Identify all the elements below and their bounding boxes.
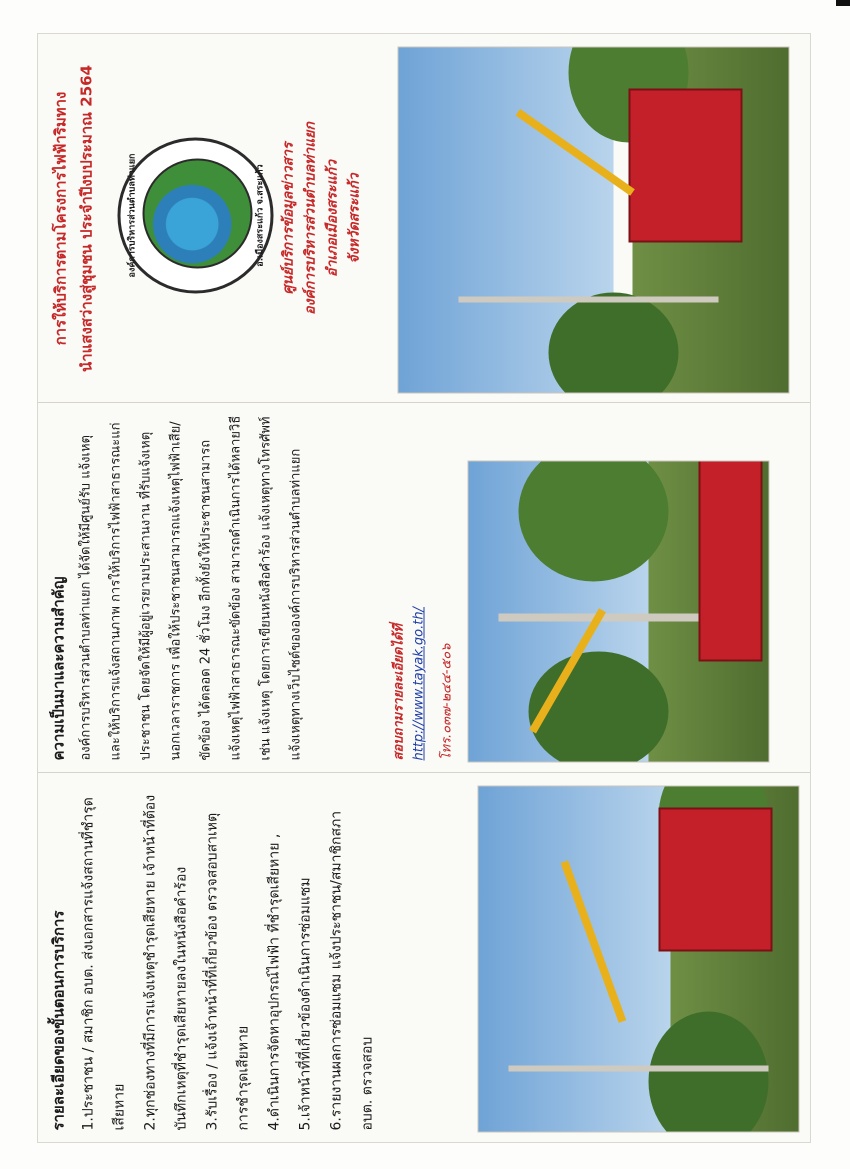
procedure-heading: รายละเอียดของขั้นตอนการบริการ	[49, 910, 68, 1131]
background-body: องค์การบริหารส่วนตำบลท่าแยก ได้จัดให้มีศูนย์รับ แจ้งเหตุและให้บริการแจ้งสถานภาพ การให้บริการไฟฟ้าสาธารณะแก่ประชาชน โดยจัดให้มีผู้อยู่เวรยามประสานงาน ที่รับแจ้งเหตุ นอกเวลาราชการ เพื่อให้ประชาชนสามารถแจ้งเหตุไฟฟ้าเสีย/ขัดข้อง ได้ตลอด 24 ชั่วโมง อีกทั้งยังให้ประชาชนสามารถ แจ้งเหตุไฟฟ้าสาธารณะขัดข้อง สามารถดำเนินการได้หลายวิธี เช่น แจ้งเหตุ โดยการเขียนหนังสือคำร้อง แจ้งเหตุทางโทรศัพท์ แจ้งเหตุทางเว็บไซต์ขององค์การบริหารส่วนตำบลท่าแยก	[78, 415, 304, 761]
brochure-sheet	[38, 34, 810, 1142]
website-link[interactable]: http://www.tayak.go.th/	[411, 607, 427, 761]
procedure-step-3: 3.รับเรื่อง / แจ้งเจ้าหน้าที่ที่เกี่ยวข้อง ตรวจสอบสาเหตุ การชำรุดเสียหาย	[204, 812, 252, 1131]
procedure-step-6: 6.รายงานผลการซ่อมแซม แจ้งประชาชน/สมาชิกสภา อบต. ตรวจสอบ	[328, 810, 376, 1131]
photo-crane-truck-1	[398, 47, 790, 394]
inquiry-label: สอบถามรายละเอียดได้ที่	[391, 624, 407, 761]
info-center-line4: จังหวัดสระแก้ว	[346, 173, 363, 264]
cover-title	[48, 44, 100, 394]
procedure-step-1: 1.ประชาชน / สมาชิก อบต. ส่งเอกสารแจ้งสถานที่ชำรุดเสียหาย	[80, 797, 128, 1131]
photo-pole-repair	[468, 461, 770, 763]
panel-background	[38, 403, 810, 772]
procedure-list	[74, 786, 384, 1131]
procedure-step-5: 5.เจ้าหน้าที่ที่เกี่ยวข้องดำเนินการซ่อมแซม	[297, 877, 314, 1131]
panel-cover	[38, 34, 810, 403]
phone-number: โทร.๐๓๗-๒๔๔-๕๐๖	[439, 643, 455, 761]
seal-text-bottom: อ.เมืองสระแก้ว จ.สระแก้ว	[255, 164, 266, 267]
corner-mark	[836, 0, 850, 6]
photo-crane-truck-2	[478, 786, 800, 1133]
info-center-line1: ศูนย์บริการข้อมูลข่าวสาร	[280, 142, 297, 295]
panel-procedure	[38, 773, 810, 1142]
background-heading: ความเป็นมาและความสำคัญ	[49, 576, 68, 761]
info-center-line3: อำเภอเมืองสระแก้ว	[324, 160, 341, 277]
info-center-block	[278, 44, 366, 394]
procedure-step-2: 2.ทุกช่องทางที่มีการแจ้งเหตุชำรุดเสียหาย เจ้าหน้าที่ต้องบันทึกเหตุที่ชำรุดเสียหายลงในหนังสือคำร้อง	[142, 794, 190, 1131]
cover-title-line2: นำแสงสว่างสู่ชุมชน ประจำปีงบประมาณ 2564	[77, 64, 96, 373]
procedure-step-4: 4.ดำเนินการจัดหาอุปกรณ์ไฟฟ้า ที่ชำรุดเสียหาย ,	[266, 833, 283, 1131]
organization-seal	[118, 138, 274, 294]
cover-title-line1: การให้บริการตามโครงการไฟฟ้าริมทาง	[51, 91, 70, 346]
seal-text-top: องค์การบริหารส่วนตำบลท่าแยก	[127, 153, 138, 278]
info-center-line2: องค์การบริหารส่วนตำบลท่าแยก	[302, 122, 319, 315]
